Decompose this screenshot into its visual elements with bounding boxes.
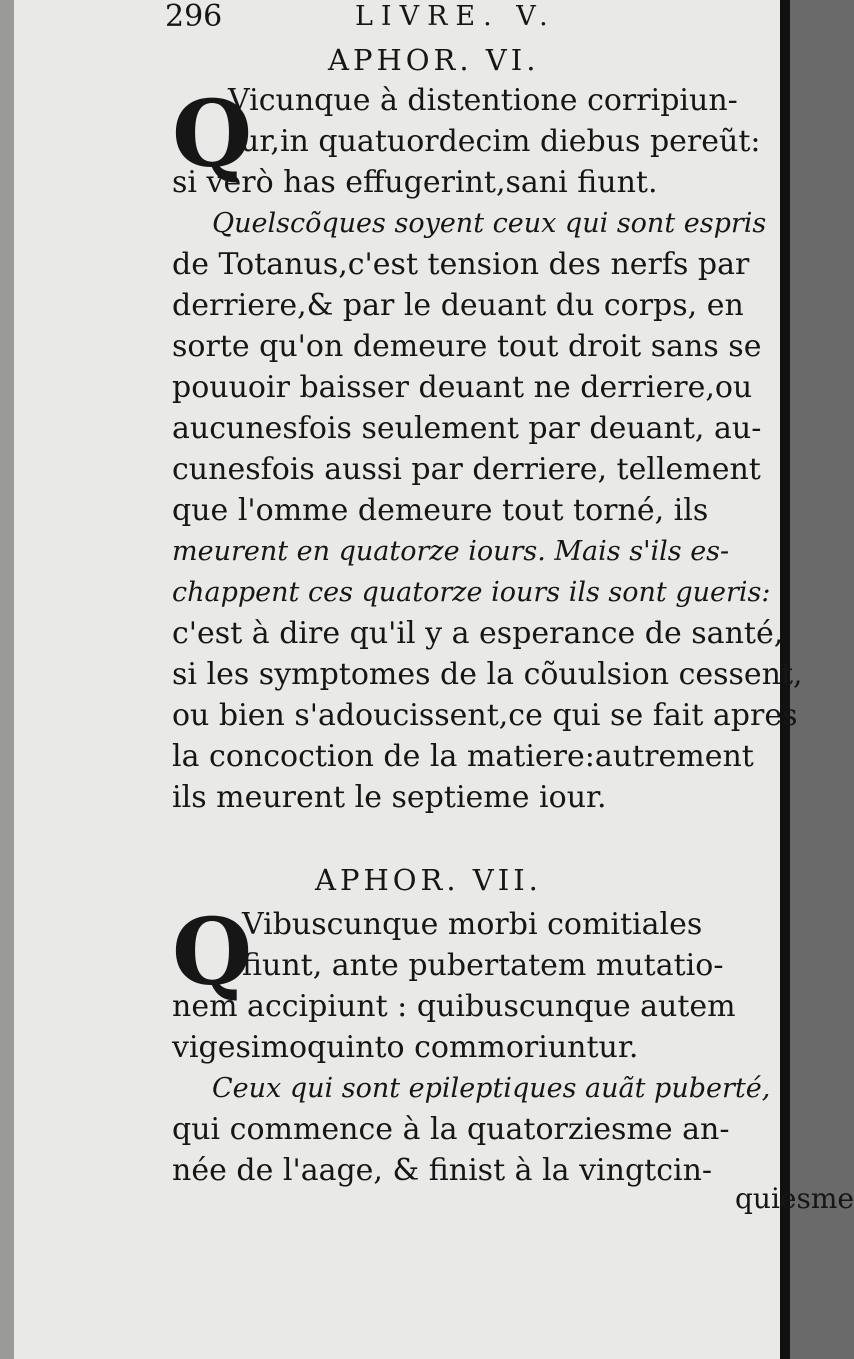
french-line: que l'omme demeure tout torné, ils (172, 493, 709, 528)
latin-line: fiunt, ante pubertatem mutatio- (242, 948, 724, 983)
french-line: Quelscõques soyent ceux qui sont espris (212, 208, 767, 239)
catchword: quiesme (735, 1182, 854, 1215)
french-line: chappent ces quatorze iours ils sont gueris: (172, 577, 771, 608)
latin-line: nem accipiunt : quibuscunque autem (172, 989, 736, 1024)
latin-line: si verò has effugerint,sani fiunt. (172, 165, 658, 200)
french-line: si les symptomes de la cõuulsion cessent, (172, 657, 803, 692)
running-head: LIVRE. V. (355, 1, 556, 32)
french-line: sorte qu'on demeure tout droit sans se (172, 329, 762, 364)
aphorism-7-heading: APHOR. VII. (315, 863, 542, 897)
french-line: ou bien s'adoucissent,ce qui se fait apres (172, 698, 798, 733)
french-line: derriere,& par le deuant du corps, en (172, 288, 744, 323)
french-line: c'est à dire qu'il y a esperance de santé, (172, 616, 784, 651)
french-line: aucunesfois seulement par deuant, au- (172, 411, 762, 446)
french-line: pouuoir baisser deuant ne derriere,ou (172, 370, 753, 405)
french-line: née de l'aage, & finist à la vingtcin- (172, 1153, 713, 1188)
french-line: de Totanus,c'est tension des nerfs par (172, 247, 750, 282)
french-line: ils meurent le septieme iour. (172, 780, 607, 815)
french-line: la concoction de la matiere:autrement (172, 739, 754, 774)
aphorism-6-heading: APHOR. VI. (328, 43, 540, 77)
french-line: meurent en quatorze iours. Mais s'ils es- (172, 536, 730, 567)
binding-gutter (0, 0, 14, 1359)
latin-line: Vicunque à distentione corripiun- (228, 83, 738, 118)
french-line: cunesfois aussi par derriere, tellement (172, 452, 761, 487)
latin-line: vigesimoquinto commoriuntur. (172, 1030, 639, 1065)
latin-line: tur,in quatuordecim diebus pereũt: (228, 124, 761, 159)
dropcap-q: Q (172, 898, 253, 1006)
french-line: Ceux qui sont epileptiques auãt puberté, (212, 1073, 771, 1104)
latin-line: Vibuscunque morbi comitiales (242, 907, 703, 942)
french-line: qui commence à la quatorziesme an- (172, 1112, 730, 1147)
dropcap-q: Q (172, 80, 253, 188)
page-number: 296 (165, 0, 223, 34)
